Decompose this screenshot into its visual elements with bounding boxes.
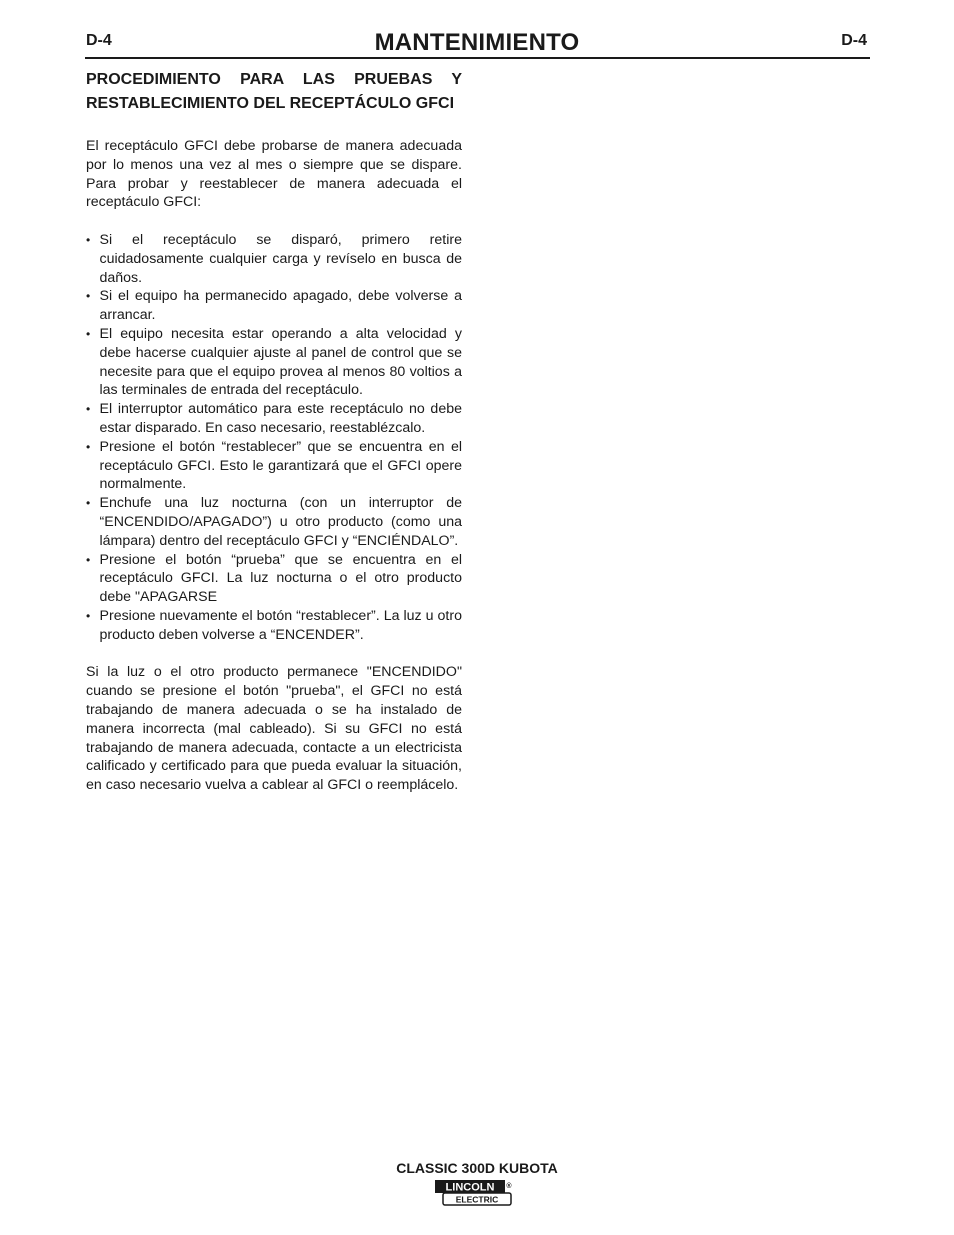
bullet-icon: •	[86, 496, 91, 511]
list-item	[86, 400, 462, 438]
list-item-text: Presione nuevamente el botón “restablecer”. La luz u otro producto deben volverse a “ENCENDER”.	[99, 607, 462, 643]
list-item	[86, 494, 462, 550]
page-header	[85, 28, 869, 58]
footer-model-name: CLASSIC 300D KUBOTA	[396, 1160, 558, 1176]
list-item	[86, 325, 462, 400]
registered-mark-icon: ®	[506, 1183, 512, 1190]
intro-paragraph: El receptáculo GFCI debe probarse de manera adecuada por lo menos una vez al mes o siempre que se dispare. Para probar y reestablecer de manera adecuada el receptáculo GFCI:	[86, 138, 462, 211]
procedure-list	[86, 231, 462, 645]
logo-bottom-text: ELECTRIC	[455, 1194, 499, 1205]
list-item-text: Si el receptáculo se disparó, primero retire cuidadosamente cualquier carga y revíselo en busca de daños.	[99, 231, 462, 286]
page-code-right: D-4	[841, 32, 867, 49]
header-divider	[85, 57, 870, 59]
list-item-text: Presione el botón “prueba” que se encuentra en el receptáculo GFCI. La luz nocturna o el otro producto debe "APAGARSE	[99, 551, 462, 606]
lincoln-electric-logo	[434, 1179, 514, 1208]
bullet-icon: •	[86, 608, 91, 623]
bullet-icon: •	[86, 326, 91, 341]
bullet-icon: •	[86, 552, 91, 567]
page-title: MANTENIMIENTO	[374, 29, 580, 56]
bullet-icon: •	[86, 439, 91, 454]
list-item-text: El equipo necesita estar operando a alta velocidad y debe hacerse cualquier ajuste al panel de control que se necesite para que el equipo provea al menos 80 voltios a las terminales de entrada del receptáculo.	[99, 325, 462, 399]
list-item-text: El interruptor automático para este receptáculo no debe estar disparado. En caso necesario, reestablézcalo.	[99, 401, 462, 436]
bullet-icon: •	[86, 289, 91, 304]
list-item	[86, 231, 462, 287]
list-item	[86, 607, 462, 645]
logo-top-text: LINCOLN	[445, 1181, 495, 1194]
list-item	[86, 287, 462, 325]
list-item-text: Enchufe una luz nocturna (con un interruptor de “ENCENDIDO/APAGADO”) u otro producto (como una lámpara) dentro del receptáculo GFCI y “ENCIÉNDALO”.	[99, 495, 462, 549]
page-code-left: D-4	[86, 32, 112, 49]
content-column	[86, 68, 462, 795]
list-item-text: Presione el botón “restablecer” que se encuentra en el receptáculo GFCI. Esto le garantizará que el GFCI opere normalmente.	[99, 438, 462, 493]
list-item-text: Si el equipo ha permanecido apagado, debe volverse a arrancar.	[99, 288, 462, 324]
section-heading: PROCEDIMIENTO PARA LAS PRUEBAS Y RESTABLECIMIENTO DEL RECEPTÁCULO GFCI	[86, 71, 462, 112]
list-item	[86, 551, 462, 607]
closing-paragraph: Si la luz o el otro producto permanece "ENCENDIDO" cuando se presione el botón "prueba", el GFCI no está trabajando de manera adecuada o se ha instalado de manera incorrecta (mal cableado). Si su GFCI no está trabajando de manera adecuada, contacte a un electricista calificado y certificado para que pueda evaluar la situación, en caso necesario vuelva a cablear al GFCI o reemplácelo.	[86, 664, 462, 794]
bullet-icon: •	[86, 232, 91, 247]
bullet-icon: •	[86, 402, 91, 417]
list-item	[86, 438, 462, 494]
